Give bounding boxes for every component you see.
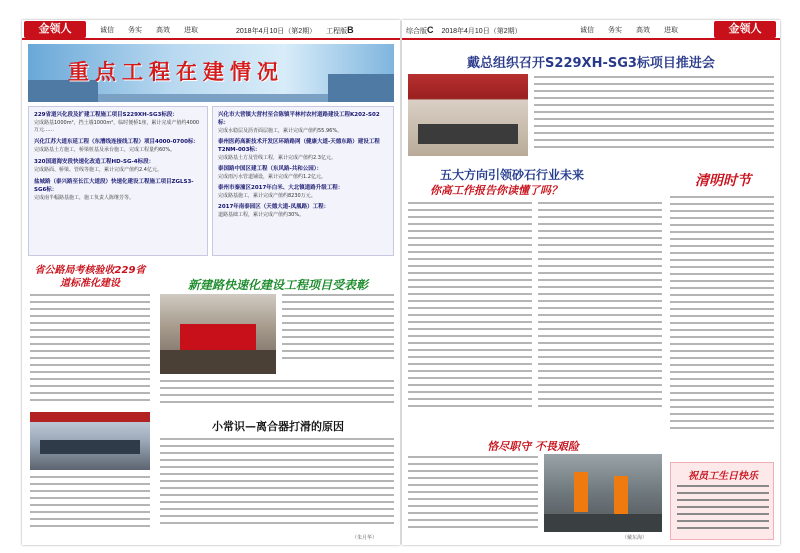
page-letter: B (347, 25, 354, 35)
page-header (22, 20, 400, 40)
birthday-title: 祝员工生日快乐 (688, 471, 758, 482)
page-header (402, 20, 780, 40)
article-body (160, 438, 394, 538)
article-subtitle: 你高工作报告你读懂了吗？ (430, 184, 562, 197)
slogan: 进取 (664, 27, 678, 34)
article-body (534, 76, 774, 156)
newspaper-page-b (22, 20, 400, 545)
slogan: 高效 (156, 27, 170, 34)
project-list-left: 229省道兴化段及扩建工程施工项目S229XH-SG3标段： 完成路基1000m²，挡土墙1000m²，临时便桥1座，累计完成产值约4000万元…… 兴化江苏大道东延工程（东漕线连接线工程）项目4000-0700标： 完成路基土方施工，桥梁桩基及承台施工，完成工程量约60%。 320国道海安段快速化改造工程HD-SG-4标段： 完成路面、桥梁、管线等施工，累计完成产值约2.4亿元。 盐城路（泰兴路至长江大道段）快速化建设工程施工项目ZGLS3-SG6标： 完成南半幅路基施工，施工负责人陈继芳等。 (28, 106, 208, 256)
article-body (408, 202, 532, 432)
issue-date: 综合版C 2018年4月10日（第2期） (406, 25, 522, 35)
birthday-box (670, 462, 774, 540)
slogan-list (580, 25, 678, 35)
meeting-photo (408, 74, 528, 156)
slogan: 进取 (184, 27, 198, 34)
slogan: 务实 (608, 27, 622, 34)
project-list-right: 兴化市大营镇大营村至合陈镇平林村农村道路建设工程K202-S02标： 完成水稳层及沥青面层施工，累计完成产值约55.96%。 泰州医药高新技术开发区环路路网（健康大道-天德东路）建设工程T2NM-003标： 完成路基土方及管线工程，累计完成产值约2.3亿元。 泰国路中国区建工程（东风路-共和公园）： 完成雨污水管道铺设，累计完成产值约1.2亿元。 泰州市秦潼区2017年白米、大北镇道路升级工程： 完成路基施工，累计完成产值约8230万元。 2017年南泰园区（天德大道-凤凰路）工程： 道路基础工程，累计完成产值约30%。 (212, 106, 394, 256)
article-title: 小常识—离合器打滑的原因 (212, 420, 344, 433)
article-title: 五大方向引领砂石行业未来 (440, 168, 585, 182)
author-credit: （朱月华） (352, 535, 378, 541)
headline: 戴总组织召开S229XH-SG3标项目推进会 (467, 56, 715, 71)
issue-date: 2018年4月10日（第2期） 工程版B (236, 25, 354, 35)
article-body (670, 196, 774, 458)
banner-title: 重点工程在建情况 (68, 60, 284, 84)
slogan: 诚信 (100, 27, 114, 34)
article-body (160, 380, 394, 408)
article-title: 恪尽职守 不畏艰险 (487, 440, 579, 453)
article-title: 省公路局考核验收229省道标准化建设 (34, 265, 146, 289)
author-credit: （戴东海） (622, 535, 648, 541)
article-body (538, 202, 662, 432)
newspaper-logo: 金领人 (24, 21, 86, 38)
meeting-photo (30, 412, 150, 470)
article-body (30, 294, 150, 414)
newspaper-logo: 金领人 (714, 21, 776, 38)
article-body (408, 456, 538, 540)
article-title: 清明时节 (695, 173, 751, 189)
article-title: 新建路快速化建设工程项目受表彰 (187, 278, 368, 292)
award-photo (160, 294, 276, 374)
slogan: 务实 (128, 27, 142, 34)
slogan: 诚信 (580, 27, 594, 34)
title-banner (28, 44, 394, 102)
slogan: 高效 (636, 27, 650, 34)
worker-photo (544, 454, 662, 532)
page-letter: C (427, 25, 434, 35)
slogan-list (100, 25, 198, 35)
newspaper-page-c (402, 20, 780, 545)
article-body (282, 294, 394, 374)
article-body (30, 476, 150, 538)
